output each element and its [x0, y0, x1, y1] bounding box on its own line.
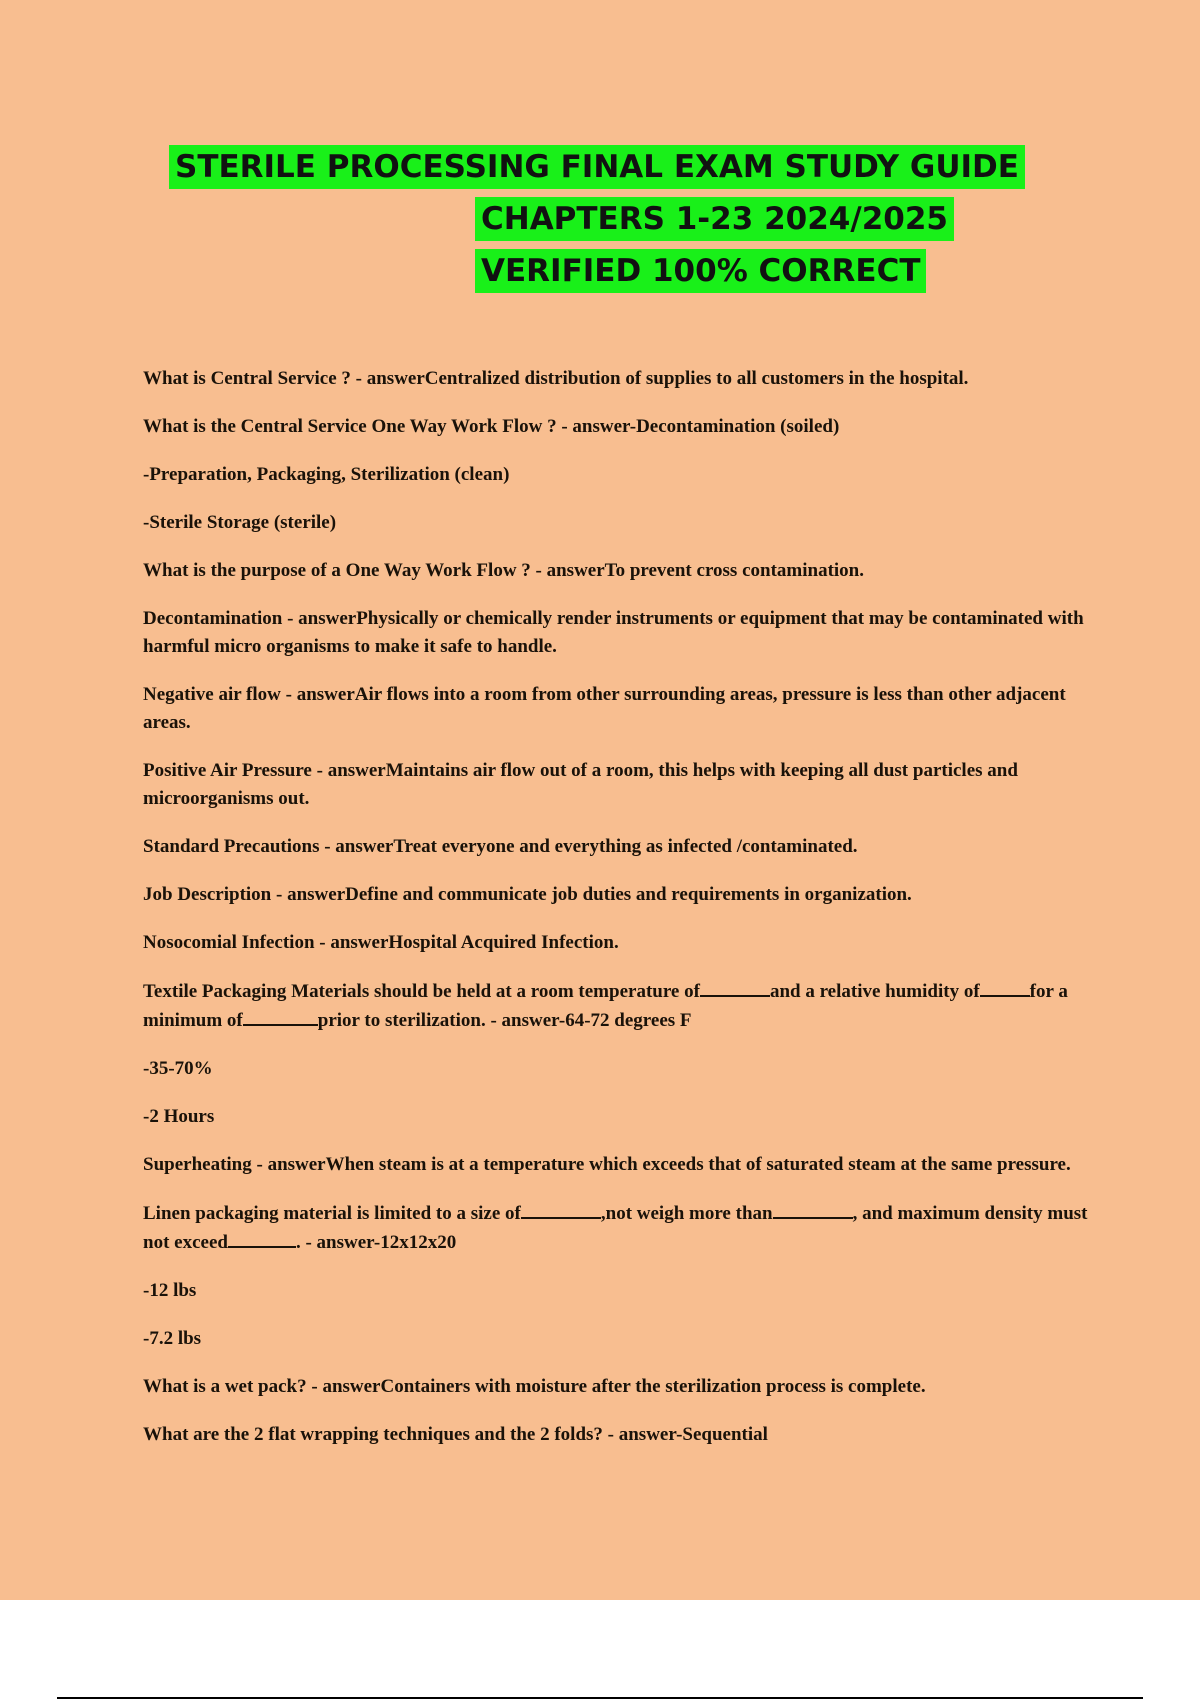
question-text: prior to sterilization. - answer-64-72 degrees F [317, 1010, 692, 1031]
qa-flat-wrapping: What are the 2 flat wrapping techniques and the 2 folds? - answer-Sequential [143, 1424, 768, 1445]
qa-decontamination: Decontamination - answerPhysically or chemically render instruments or equipment that may be contaminated with harmful micro organisms to make it safe to handle. [143, 608, 1084, 657]
question-text: Textile Packaging Materials should be held at a room temperature of [143, 981, 700, 1002]
fill-in-blank [773, 1199, 853, 1219]
answer-line: -7.2 lbs [143, 1328, 202, 1349]
fill-in-blank [228, 1228, 296, 1248]
footer-rule [57, 1697, 1143, 1699]
answer-line: -12 lbs [143, 1280, 197, 1301]
title-line-1: STERILE PROCESSING FINAL EXAM STUDY GUIDE [169, 145, 1025, 189]
qa-one-way-work-flow: What is the Central Service One Way Work Flow ? - answer-Decontamination (soiled) [143, 416, 840, 437]
answer-line: -35-70% [143, 1058, 213, 1079]
qa-negative-air-flow: Negative air flow - answerAir flows into a room from other surrounding areas, pressure is less than other adjacent areas. [143, 684, 1066, 733]
answer-line: -2 Hours [143, 1106, 215, 1127]
fill-in-blank [980, 977, 1030, 997]
qa-nosocomial-infection: Nosocomial Infection - answerHospital Acquired Infection. [143, 932, 619, 953]
qa-central-service: What is Central Service ? - answerCentralized distribution of supplies to all customers in the hospital. [143, 368, 969, 389]
fill-in-blank [521, 1199, 601, 1219]
answer-line: -Preparation, Packaging, Sterilization (clean) [143, 464, 510, 485]
question-text: and a relative humidity of [769, 981, 980, 1002]
answer-line: -Sterile Storage (sterile) [143, 512, 337, 533]
fill-in-blank [243, 1006, 318, 1026]
qa-job-description: Job Description - answerDefine and communicate job duties and requirements in organization. [143, 884, 912, 905]
question-text: for a minimum of [143, 981, 1068, 1031]
qa-purpose-one-way-flow: What is the purpose of a One Way Work Flow ? - answerTo prevent cross contamination. [143, 560, 864, 581]
qa-standard-precautions: Standard Precautions - answerTreat everyone and everything as infected /contaminated. [143, 836, 858, 857]
qa-textile-packaging [143, 977, 1093, 1035]
qa-linen-packaging [143, 1199, 1093, 1257]
qa-wet-pack: What is a wet pack? - answerContainers with moisture after the sterilization process is complete. [143, 1376, 926, 1397]
question-text: . - answer-12x12x20 [295, 1232, 457, 1253]
title-line-3: VERIFIED 100% CORRECT [475, 249, 926, 293]
question-text: , and maximum density must not exceed [143, 1203, 1088, 1253]
qa-positive-air-pressure: Positive Air Pressure - answerMaintains air flow out of a room, this helps with keeping all dust particles and microorganisms out. [143, 760, 1018, 809]
question-text: Linen packaging material is limited to a size of [143, 1203, 521, 1224]
fill-in-blank [700, 977, 770, 997]
study-guide-content [143, 365, 1093, 1469]
question-text: ,not weigh more than [600, 1203, 773, 1224]
qa-superheating: Superheating - answerWhen steam is at a temperature which exceeds that of saturated steam at the same pressure. [143, 1154, 1071, 1175]
title-line-2: CHAPTERS 1-23 2024/2025 [475, 197, 954, 241]
